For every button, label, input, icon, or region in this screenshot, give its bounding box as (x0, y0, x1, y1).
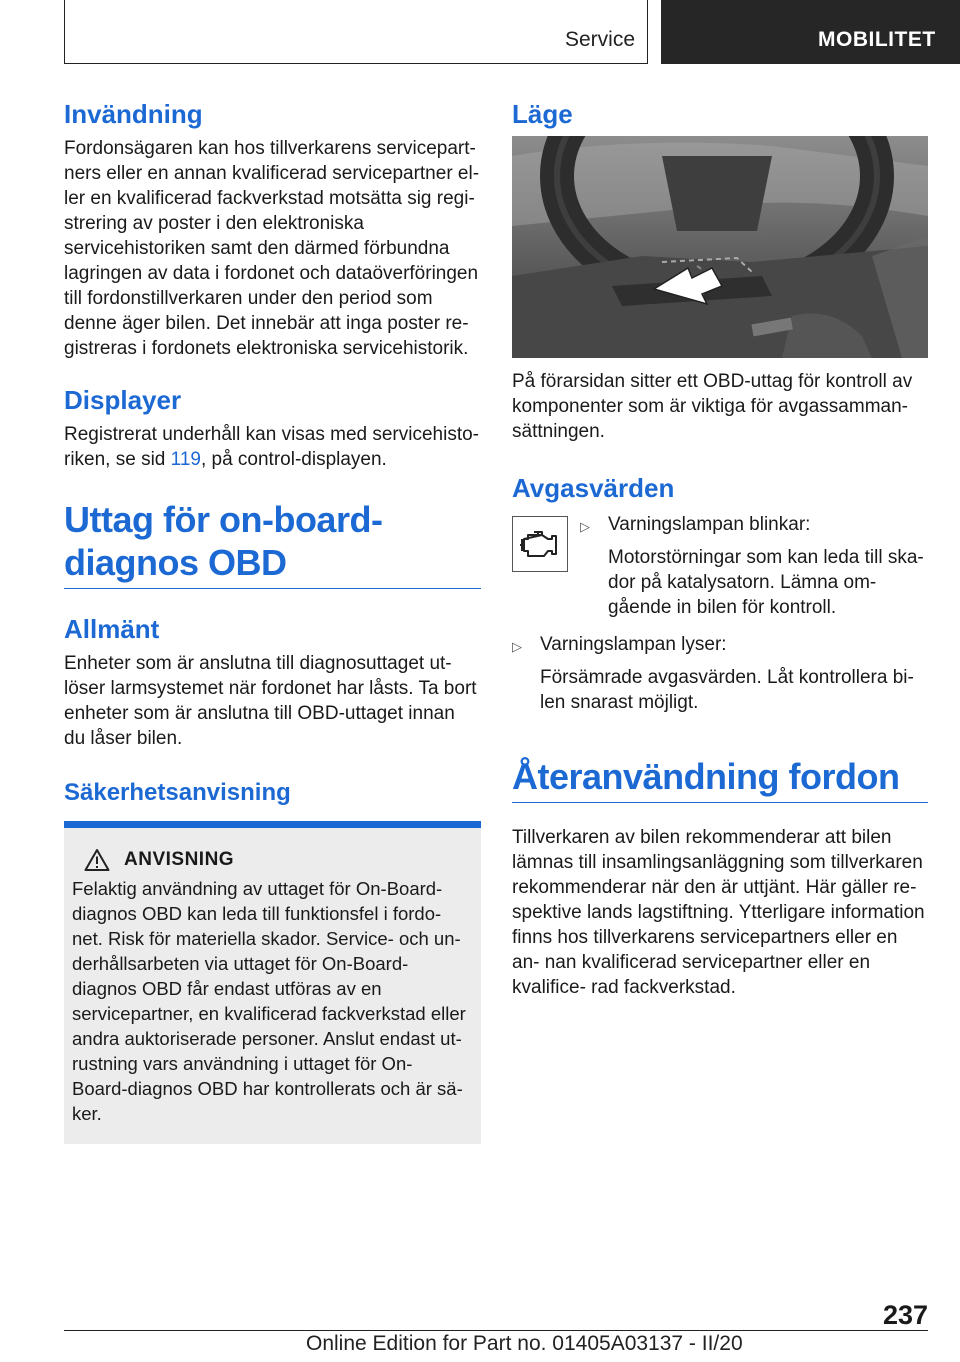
section-heading-ateranvandning: Återanvändning fordon (512, 755, 900, 797)
heading-lage: Läge (512, 99, 573, 129)
page-reference-link[interactable]: 119 (170, 448, 201, 470)
bullet-2-title: Varningslampan lyser: (540, 633, 727, 655)
header-section-tab (64, 0, 648, 64)
section-heading-ateranvandning-wrapper (512, 755, 928, 803)
obd-location-photo (512, 136, 928, 358)
notice-box (64, 821, 481, 1144)
paragraph-ateranvandning: Tillverkaren av bilen rekommenderar att bilen lämnas till insamlingsanläggning som tillverkaren rekommenderar när den är uttjänt. Här gäller re‐ spektive lands lagstiftning. Ytterligare information finns hos tillverkarens servicepartners eller en an‐ nan kvalificerad servicepartner eller en kvalifice‐ rad fackverkstad. (512, 826, 925, 998)
notice-header (72, 848, 473, 872)
list-item (512, 632, 928, 715)
paragraph-allmant: Enheter som är anslutna till diagnosuttaget ut‐ löser larmsystemet när fordonet har låsts. Ta bort enheter som är anslutna till OBD-uttaget innan du låser bilen. (64, 653, 477, 750)
section-heading-obd: Uttag för on-board-diagnos OBD (64, 498, 383, 583)
left-column (64, 100, 481, 1144)
bullet-line (580, 512, 928, 539)
bullet-1-title: Varningslampan blinkar: (608, 513, 811, 535)
list-item (580, 512, 928, 620)
bullet-1-text: Motorstörningar som kan leda till ska‐ dor på katalysatorn. Lämna om‐ gående in bilen för kontroll. (608, 546, 924, 618)
paragraph-lage: På förarsidan sitter ett OBD-uttag för kontroll av komponenter som är viktiga för avgassamman‐ sättningen. (512, 370, 913, 442)
engine-check-icon (518, 527, 562, 561)
exhaust-bullet-list (580, 512, 928, 620)
paragraph-displayer-text-2: , på control-displayen. (200, 448, 387, 470)
heading-allmant: Allmänt (64, 614, 160, 645)
right-column (512, 100, 928, 1000)
exhaust-indicator-row (512, 512, 928, 620)
notice-title: ANVISNING (124, 848, 235, 870)
bullet-triangle-icon: ▷ (580, 518, 590, 534)
page-number: 237 (882, 1300, 928, 1330)
header-chapter-tab (661, 0, 960, 64)
paragraph-invandning: Fordonsägaren kan hos tillverkarens servicepart‐ ners eller en annan kvalificerad servicepartner el‐ ler en kvalificerad fackverkstad motsätta sig regi‐ strering av poster i den elektroniska servicehistoriken samt den därmed förbundna lagringen av data i fordonet och dataöverföringen till fordonstillverkaren under den period som denne äger bilen. Det innebär att inga poster re‐ gistreras i fordonets elektroniska servicehistorik. (64, 137, 480, 359)
header-chapter-label: MOBILITET (818, 28, 936, 51)
footer-edition-text: Online Edition for Part no. 01405A03137 - II/20 (306, 1332, 743, 1355)
engine-check-icon-frame (512, 516, 568, 572)
heading-invandning: Invändning (64, 99, 203, 129)
warning-triangle-icon (84, 848, 110, 872)
section-heading-obd-wrapper (64, 498, 481, 589)
header-section-label: Service (564, 28, 635, 51)
heading-avgasvarden: Avgasvärden (512, 472, 675, 503)
footer-divider (64, 1330, 928, 1331)
bullet-triangle-icon: ▷ (512, 638, 522, 654)
heading-displayer: Displayer (64, 384, 182, 415)
bullet-line (512, 632, 928, 659)
obd-location-illustration (512, 136, 928, 358)
notice-text: Felaktig användning av uttaget för On-Board- diagnos OBD kan leda till funktionsfel i fordo‐ net. Risk för materiella skador. Service- och un‐ derhållsarbeten via uttaget för On-Board- diagnos OBD får endast utföras av en servicepartner, en kvalificerad fackverkstad eller andra auktoriserade personer. Anslut endast ut‐ rustning vars användning i uttaget för On- Board-diagnos OBD har kontrollerats och är sä‐ ker. (72, 877, 466, 1124)
paragraph-displayer (64, 422, 481, 472)
heading-sakerhetsanvisning: Säkerhetsanvisning (64, 779, 291, 807)
paragraph-displayer-text-1: Registrerat underhåll kan visas med servicehisto‐ riken, se sid (64, 423, 480, 470)
bullet-2-text: Försämrade avgasvärden. Låt kontrollera bi‐ len snarast möjligt. (540, 666, 914, 713)
